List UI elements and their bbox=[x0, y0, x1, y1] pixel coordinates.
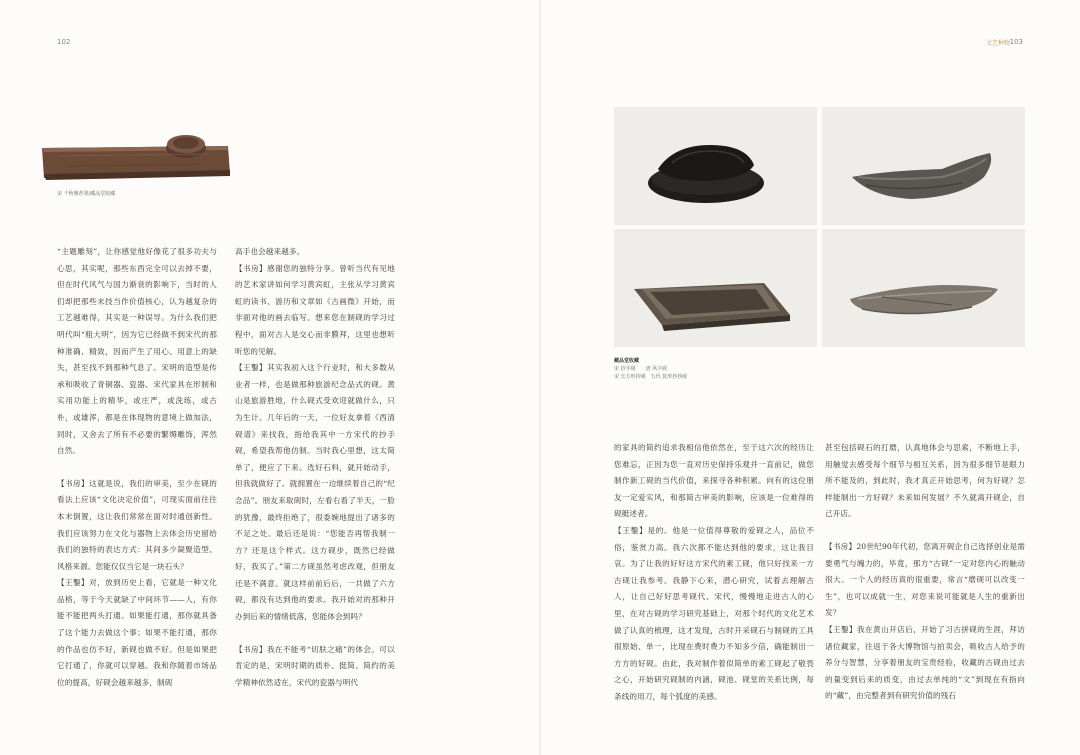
left-page-number: 102 bbox=[57, 38, 71, 46]
right-page-number: 103 bbox=[1009, 38, 1023, 46]
black-inkstone-icon bbox=[614, 107, 817, 225]
leaf-inkstone-icon bbox=[822, 229, 1025, 347]
paragraph: 高手也会越来越多。 bbox=[235, 247, 305, 256]
photo-leaf-inkstone bbox=[822, 229, 1025, 347]
caption-line-2: 宋 长方形抄砚 五代 箕形抄抄砚 bbox=[614, 374, 688, 380]
text-column-4 bbox=[825, 440, 1025, 740]
photo-rectangular-inkstone bbox=[614, 229, 817, 347]
paragraph: 【书房】我在不能考“切肤之痛”的体会。可以肯定的是，宋明时期的质朴、挺简、简约的美学精神依然适在，宋代的瓷器与明代 bbox=[235, 644, 395, 687]
text-column-2 bbox=[235, 244, 395, 704]
paragraph: 【王鑿】其实我初入这个行业时，和大多数从业者一样，也是做那种旅游纪念品式的砚。黄山是旅游胜地，什么砚式受欢迎就做什么，只为生计。几年后的一天，一位好友拿着《西清砚谱》来找我，指给我其中一方宋代的抄手砚，希望我帮他仿制。当时我心里想，这太简单了，便应了下来。选好石料，就开始动手，但我就做好了。就拥置在一边继续着自己的“纪念品”。朋友来取砚时，左看右看了半天，一脸的犹豫，最终拒绝了，很委婉地提出了诸多的不足之处。最后还是说：“您能否再帮我制一方？还是这个样式。这方砚步，既然已经做好，我买了。”第二方砚虽然考虑改观，但朋友还是不满意。就这样前前后后，一共做了六方砚，都没有达到他的要求。我开始对的那种开办到后来的情绪低落，您能体会到吗？ bbox=[235, 363, 395, 622]
paragraph: 的家具的简约追求我相信他依然在，至于这六次的经历让您难忘，正因为您一直对历史保持乐观并一直前记，做您制作新工砚的当代价值，来探寻各种积累。向有的这位朋友一定爱实风，和那简古审美的影响，应该是一位难得的砚艇述者。 bbox=[614, 443, 814, 519]
photo-boat-inkstone bbox=[822, 107, 1025, 225]
text-column-1 bbox=[57, 244, 217, 704]
paragraph: 【王鑿】我在黄山开店后，开始了习古拼砚的生涯，拜访诸位藏家，往返于各大博物馆与拍卖会，吸收古人给予的养分与智慧，分享着朋友的宝贵经验，收藏的古砚由过去的量变到后来的质变，由过去单纯的“文”到现在有指向的“藏”，由完整者到有研究价值的残石 bbox=[825, 624, 1025, 701]
text-column-3 bbox=[614, 440, 814, 740]
ink-slab-photo bbox=[38, 126, 232, 182]
caption-line-1: 宋 抄手砚 唐 风字砚 bbox=[614, 366, 668, 372]
paragraph: 【王鑿】是的。他是一位值得尊敬的爱砚之人，品位不俗，鉴赏力高。我六次都不能达到他的要求，这让我目哀。为了让我的好好这方宋代的素工砚，他只好找来一方古砚让我参考。我静下心来，潜心研究，试着去理解古人，让自己好好思考砚代、宋代，慢慢地走进古人的心里，在对古砚的学习研究基础上，对那个时代的文化艺术做了认真的梳理，这才发现，古时开采砚石与制砚的工具很原始、单一，比现在费时费力不知多少倍，确能制出一方方的好砚。由此，我对制作着似简单的素工砚起了敬畏之心，开始研究砚制的内涵，砚池、砚堂的关系比例，每条线的用刀，每个弧度的美感。 bbox=[614, 525, 814, 701]
caption-title: 藏品堂收藏 bbox=[614, 358, 640, 364]
paragraph: 【王鑿】对，放到历史上看，它就是一种文化品格，等于今天就缺了中间环节——人，有你能不能把两头打通。如果能打通，那你就具备了这个能力去做这个事；如果不能打通，那你的作品也仿不好，新砚也做不好。但是如果把它打通了，你就可以穿越。我和你随着市场品位的提高，好砚会越来越多，制砚 bbox=[57, 578, 217, 687]
right-photos-caption bbox=[614, 357, 687, 381]
boat-inkstone-icon bbox=[822, 107, 1025, 225]
paragraph: “主题雕刻”，让你感觉他好像花了很多功夫与心思，其实呢，那些东西完全可以去掉不要，但在时代风气与国力渐衰的影响下，当时的人们却把那些末技当作价值核心，认为越复杂的工艺越难得，其实是一种误导。为什么我们把明代叫“粗大明”，因为它已经做不到宋代的那种准确、精致，因而产生了用心、用意上的缺失，甚至找不到那种气息了。宋明的造型是传承和吸收了青铜器、瓷器、宋代家具在形制和实用功能上的精华，或庄严，或洗练，或古朴，或雄浑，都是在体现物的意境上做加法，同时，又舍去了所有不必要的繁缛雕饰，浑然自然。 bbox=[57, 247, 217, 456]
page-gutter bbox=[539, 0, 541, 755]
paragraph: 【书房】感谢您的独特分享。曾听当代有见地的艺术家讲如何学习黄宾虹，主张从学习黄宾虹的读书、游历和文章如《古画微》开始，而非面对他的画去临写。想来您在制砚的学习过程中，面对古人是交心而非膜拜，这里也想听听您的见解。 bbox=[235, 263, 395, 356]
left-photo-caption: 宋 千秋雅荐墨/藏品堂收藏 bbox=[57, 191, 116, 197]
paragraph: 【书房】这就是说，我们的审美，至少在砚的看法上应该“文化决定价值”，可现实面前往往本末倒置，这让我们常常在面对时通创新性。我们应该努力在文化与器物上去体会历史留给我们的独特的表达方式：其间多少凝聚造型、风格来源。您能仅仅当它是一块石头？ bbox=[57, 478, 217, 571]
section-label: 文艺种物 bbox=[985, 40, 1010, 47]
photo-black-inkstone bbox=[614, 107, 817, 225]
paragraph: 【书房】20世纪90年代初，您离开砚企自己选择创业是需要勇气与魄力的，毕竟，那方“古砚”一定对您内心的触动很大。一个人的经历真的很重要，常言“磨砚可以改变一生”，也可以成就一生，对您来说可能就是人生的重新出发？ bbox=[825, 541, 1025, 618]
rectangular-inkstone-icon bbox=[614, 229, 817, 347]
paragraph: 甚至包括砚石的打磨，认真地体会与思索，不断地上手，用触觉去感受每个细节与相互关系，因为很多细节是眼力所不能及的，到此时，我才真正开始思考，何为好砚？怎样能制出一方好砚？未来如何发展？不久就离开砚企，自己开店。 bbox=[825, 443, 1025, 519]
inkstone-photo-grid bbox=[614, 107, 1024, 347]
